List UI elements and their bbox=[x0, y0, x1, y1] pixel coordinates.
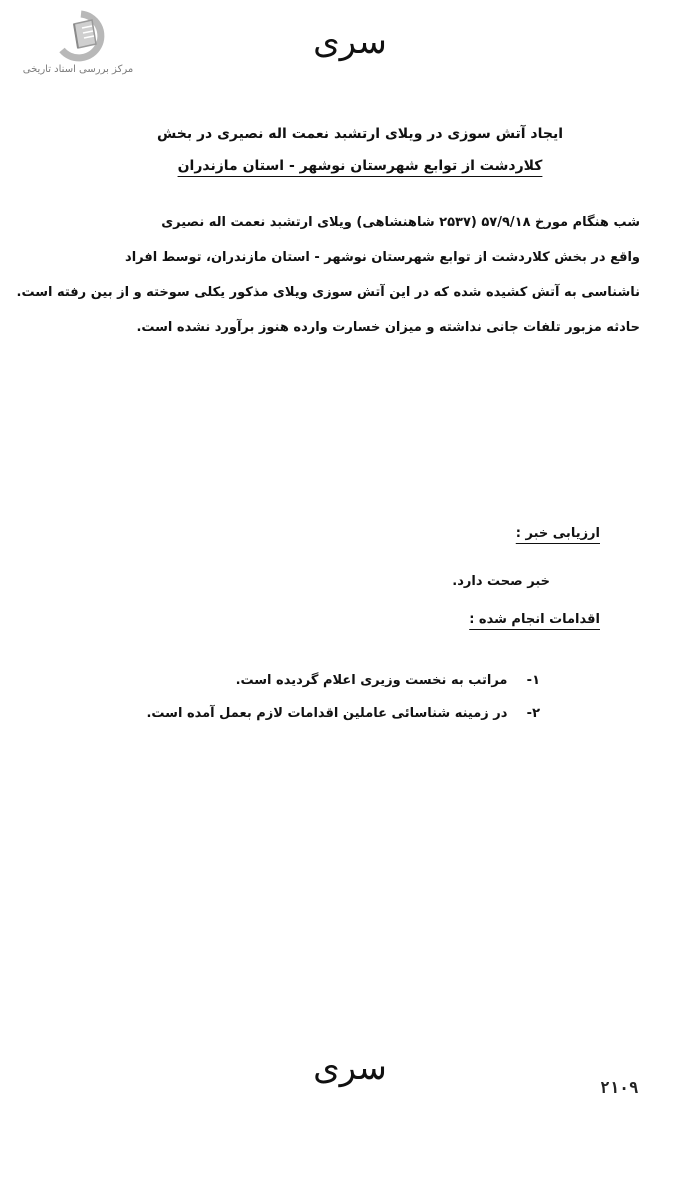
document-title bbox=[150, 118, 570, 182]
title-line-1: ایجاد آتش سوزی در ویلای ارتشبد نعمت اله نصیری در بخش bbox=[156, 126, 564, 142]
list-item bbox=[146, 697, 540, 730]
actions-heading: اقدامات انجام شده : bbox=[469, 612, 600, 627]
list-item-number: ۱- bbox=[526, 673, 540, 688]
list-item-text: در زمینه شناسائی عاملین اقدامات لازم بعمل آمده است. bbox=[146, 706, 508, 721]
list-item-number: ۲- bbox=[526, 706, 540, 721]
report-body bbox=[16, 205, 640, 345]
body-line-4: حادثه مزبور تلفات جانی نداشته و میزان خسارت وارده هنوز برآورد نشده است. bbox=[136, 320, 640, 335]
list-item-text: مراتب به نخست وزیری اعلام گردیده است. bbox=[235, 673, 508, 688]
body-line-3: ناشناسی به آتش کشیده شده که در این آتش سوزی ویلای مذکور یکلی سوخته و از بین رفته است. bbox=[16, 285, 640, 300]
classification-top: سری bbox=[313, 22, 387, 62]
actions-list bbox=[146, 664, 540, 730]
body-line-2: واقع در بخش کلاردشت از توابع شهرستان نوشهر - استان مازندران، توسط افراد bbox=[125, 250, 640, 265]
page-number: ۲۱۰۹ bbox=[600, 1078, 639, 1097]
assessment-value: خبر صحت دارد. bbox=[452, 574, 550, 589]
list-item bbox=[146, 664, 540, 697]
title-line-2: کلاردشت از توابع شهرستان نوشهر - استان مازندران bbox=[177, 158, 543, 174]
watermark-text: مرکز بررسی اسناد تاریخی bbox=[22, 64, 134, 75]
assessment-heading: ارزیابی خبر : bbox=[515, 526, 600, 541]
body-line-1: شب هنگام مورخ ۵۷/۹/۱۸ (۲۵۳۷ شاهنشاهی) ویلای ارتشبد نعمت اله نصیری bbox=[161, 215, 640, 230]
classification-bottom: سری bbox=[313, 1048, 387, 1088]
